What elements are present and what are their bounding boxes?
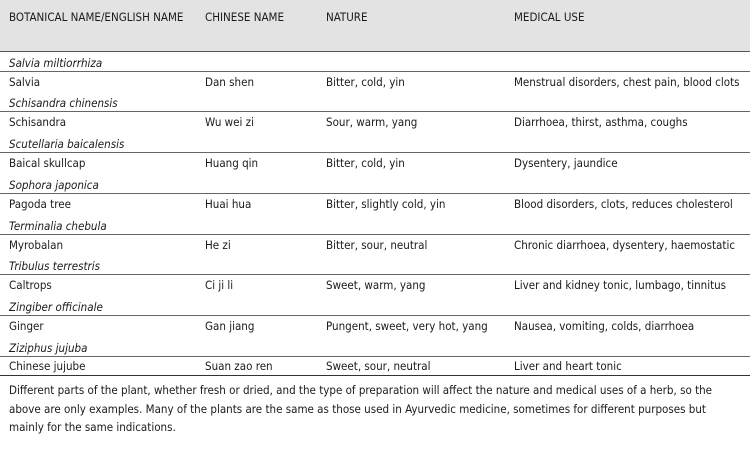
medical-use: Liver and heart tonic [514, 359, 622, 373]
medical-use: Diarrhoea, thirst, asthma, coughs [514, 115, 688, 129]
chinese-name: Huai hua [205, 197, 252, 211]
nature: Sour, warm, yang [326, 115, 418, 129]
medical-use: Blood disorders, clots, reduces cholesterol [514, 197, 733, 211]
chinese-name: Ci ji li [205, 278, 234, 292]
nature: Bitter, cold, yin [326, 156, 405, 170]
nature: Sweet, sour, neutral [326, 359, 431, 373]
chinese-name: He zi [205, 238, 231, 252]
chinese-name: Suan zao ren [205, 359, 273, 373]
nature: Sweet, warm, yang [326, 278, 426, 292]
medical-use: Nausea, vomiting, colds, diarrhoea [514, 319, 695, 333]
row-divider [0, 152, 750, 153]
row-divider [0, 356, 750, 357]
row-divider [0, 111, 750, 112]
botanical-latin-name: Terminalia chebula [9, 219, 107, 233]
botanical-latin-name: Sophora japonica [9, 178, 99, 192]
botanical-latin-name: Ziziphus jujuba [9, 341, 88, 355]
nature: Bitter, slightly cold, yin [326, 197, 446, 211]
nature: Bitter, cold, yin [326, 75, 405, 89]
english-name: Baical skullcap [9, 156, 86, 170]
chinese-name: Dan shen [205, 75, 255, 89]
english-name: Caltrops [9, 278, 52, 292]
botanical-latin-name: Tribulus terrestris [9, 259, 101, 273]
chinese-name: Huang qin [205, 156, 259, 170]
header-botanical-name: BOTANICAL NAME/ENGLISH NAME [9, 10, 184, 24]
row-divider [0, 71, 750, 72]
english-name: Myrobalan [9, 238, 64, 252]
botanical-latin-name: Scutellaria baicalensis [9, 137, 125, 151]
english-name: Schisandra [9, 115, 67, 129]
english-name: Chinese jujube [9, 359, 86, 373]
header-chinese-name: CHINESE NAME [205, 10, 285, 24]
table-header [0, 0, 750, 52]
botanical-latin-name: Zingiber officinale [9, 300, 103, 314]
english-name: Ginger [9, 319, 44, 333]
botanical-latin-name: Salvia miltiorrhiza [9, 56, 103, 70]
row-divider [0, 274, 750, 275]
chinese-name: Wu wei zi [205, 115, 254, 129]
header-medical-use: MEDICAL USE [514, 10, 585, 24]
medical-use: Liver and kidney tonic, lumbago, tinnitus [514, 278, 727, 292]
chinese-name: Gan jiang [205, 319, 255, 333]
row-divider [0, 234, 750, 235]
medical-use: Chronic diarrhoea, dysentery, haemostatic [514, 238, 736, 252]
medical-use: Menstrual disorders, chest pain, blood clots [514, 75, 740, 89]
nature: Bitter, sour, neutral [326, 238, 428, 252]
medical-use: Dysentery, jaundice [514, 156, 618, 170]
row-divider [0, 315, 750, 316]
table-footnote: Different parts of the plant, whether fresh or dried, and the type of preparation will affect the nature and medical uses of a herb, so the above are only examples. Many of the plants are the same as those used in Ayurvedic medicine, sometimes for different purposes but mainly for the same indications. [9, 383, 713, 434]
table-bottom-rule [0, 375, 750, 376]
row-divider [0, 193, 750, 194]
header-nature: NATURE [326, 10, 368, 24]
english-name: Salvia [9, 75, 41, 89]
botanical-latin-name: Schisandra chinensis [9, 96, 118, 110]
nature: Pungent, sweet, very hot, yang [326, 319, 488, 333]
english-name: Pagoda tree [9, 197, 71, 211]
